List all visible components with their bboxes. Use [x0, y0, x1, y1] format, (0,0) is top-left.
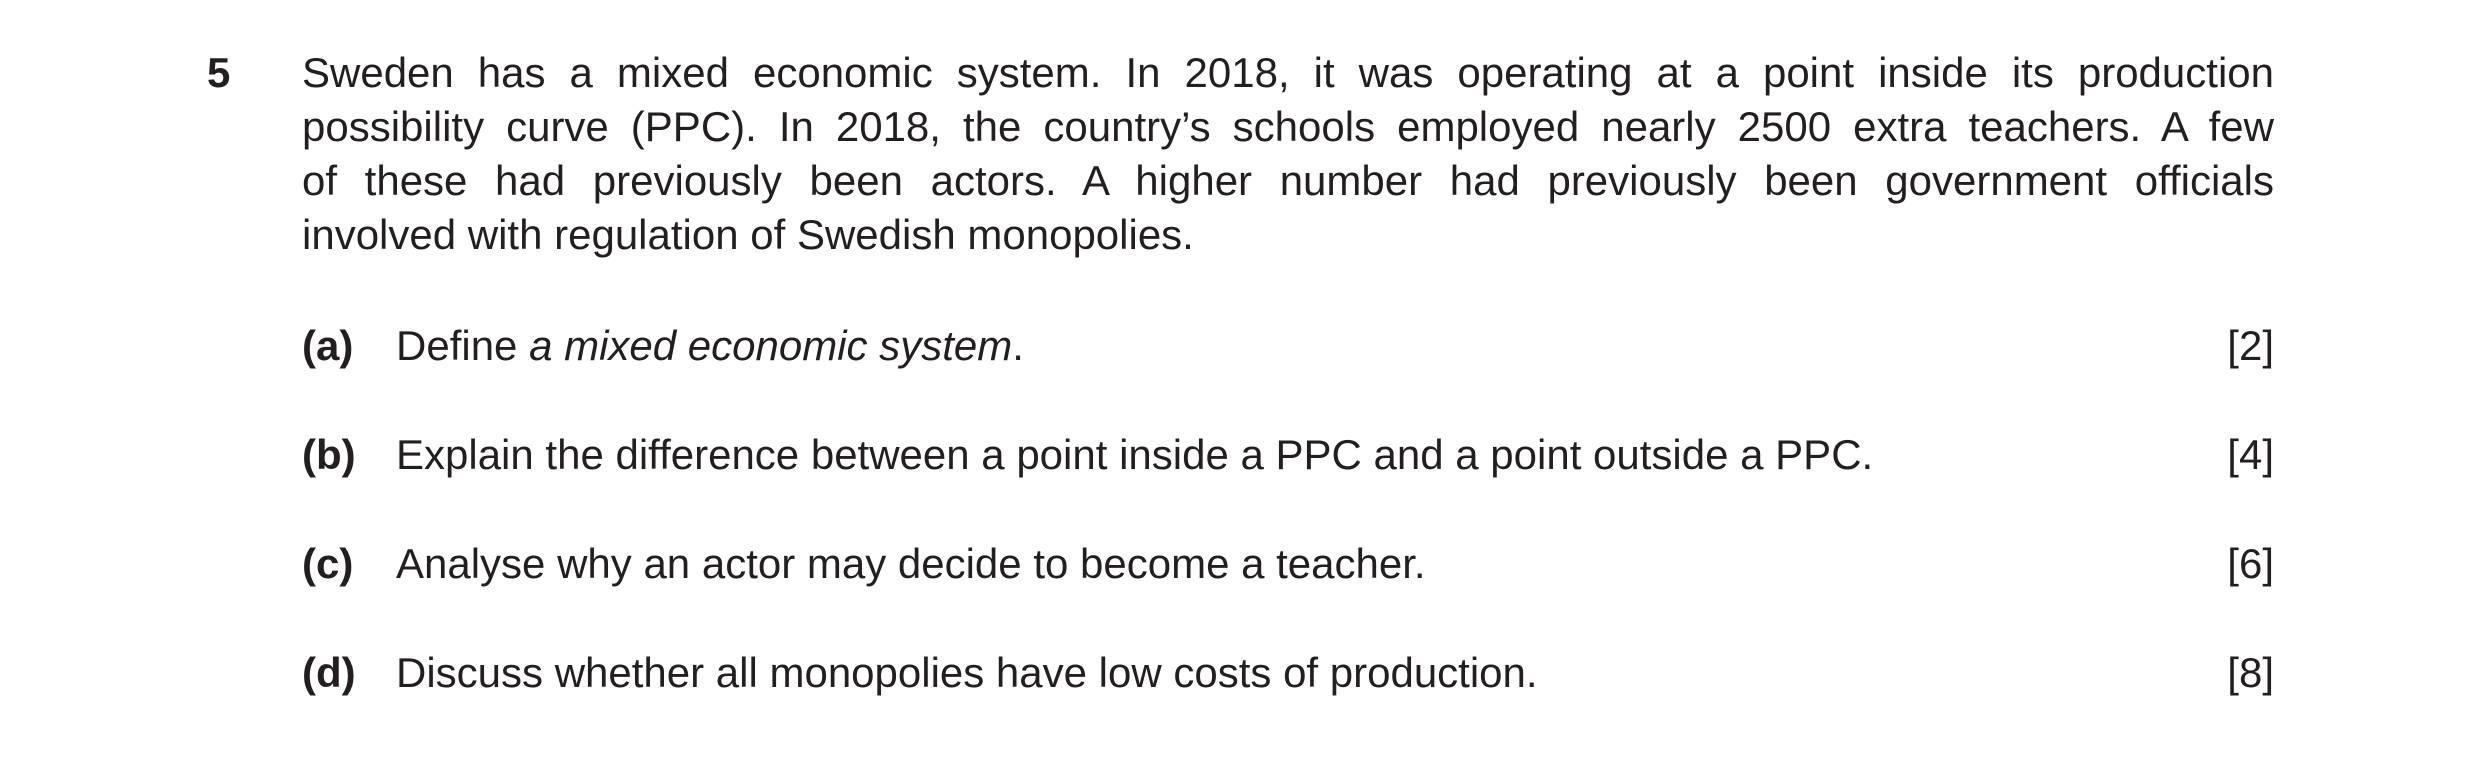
- part-marks: [8]: [2227, 649, 2274, 696]
- part-text-end: .: [1012, 322, 1024, 369]
- part-text: [396, 319, 1024, 373]
- part-text-plain: Define: [396, 322, 530, 369]
- question-number: 5: [207, 49, 231, 96]
- part-label: (c): [302, 540, 354, 587]
- stem-line: involved with regulation of Swedish monopolies.: [302, 211, 1194, 258]
- question-part-d: [302, 646, 2274, 700]
- stem-line: possibility curve (PPC). In 2018, the country’s schools employed nearly 2500 extra teachers. A few: [302, 103, 2274, 150]
- part-text: Analyse why an actor may decide to become a teacher.: [396, 540, 1426, 587]
- question-part-a: [302, 319, 2274, 373]
- stem-line: of these had previously been actors. A higher number had previously been government officials: [302, 157, 2274, 204]
- part-text-italic: a mixed economic system: [529, 322, 1013, 369]
- part-text: Explain the difference between a point inside a PPC and a point outside a PPC.: [396, 431, 1874, 478]
- part-marks: [4]: [2227, 431, 2274, 478]
- part-label: (a): [302, 322, 354, 369]
- part-text: Discuss whether all monopolies have low costs of production.: [396, 649, 1538, 696]
- question-part-b: [302, 428, 2274, 482]
- question-stem: [302, 46, 2274, 262]
- question-part-c: [302, 537, 2274, 591]
- part-label: (b): [302, 431, 356, 478]
- part-marks: [2]: [2227, 322, 2274, 369]
- part-label: (d): [302, 649, 356, 696]
- stem-line: Sweden has a mixed economic system. In 2018, it was operating at a point inside its production: [302, 49, 2274, 96]
- part-marks: [6]: [2227, 540, 2274, 587]
